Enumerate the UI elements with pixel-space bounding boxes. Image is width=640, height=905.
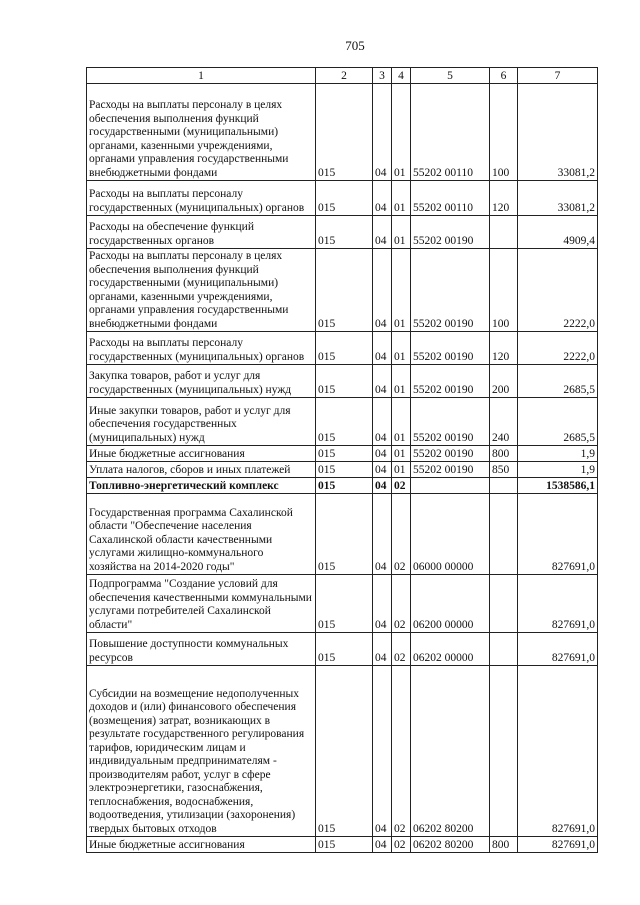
table-row	[87, 666, 598, 837]
row-name: Иные закупки товаров, работ и услуг для обеспечения государственных (муниципальных) нужд	[87, 398, 316, 446]
table-row	[87, 494, 598, 575]
row-target-code: 06200 00000	[411, 575, 490, 633]
table-row	[87, 478, 598, 494]
row-ministry-code: 015	[316, 494, 373, 575]
row-name: Иные бюджетные ассигнования	[87, 446, 316, 462]
row-subsection-code: 01	[392, 181, 411, 216]
row-name: Расходы на обеспечение функций государственных органов	[87, 216, 316, 249]
row-expense-type	[490, 575, 518, 633]
row-ministry-code: 015	[316, 181, 373, 216]
row-amount: 827691,0	[518, 633, 598, 666]
row-target-code: 55202 00190	[411, 216, 490, 249]
row-name: Повышение доступности коммунальных ресурсов	[87, 633, 316, 666]
row-subsection-code: 02	[392, 575, 411, 633]
table-row	[87, 633, 598, 666]
row-ministry-code: 015	[316, 446, 373, 462]
row-amount: 827691,0	[518, 666, 598, 837]
row-target-code: 55202 00190	[411, 446, 490, 462]
row-subsection-code: 01	[392, 216, 411, 249]
row-expense-type: 800	[490, 837, 518, 853]
row-section-code: 04	[373, 181, 392, 216]
row-subsection-code: 01	[392, 365, 411, 398]
row-section-code: 04	[373, 216, 392, 249]
row-section-code: 04	[373, 84, 392, 181]
row-name: Расходы на выплаты персоналу государственных (муниципальных) органов	[87, 181, 316, 216]
row-amount: 2685,5	[518, 398, 598, 446]
table-row	[87, 462, 598, 478]
row-ministry-code: 015	[316, 249, 373, 332]
row-name: Топливно-энергетический комплекс	[87, 478, 316, 494]
row-amount: 1,9	[518, 462, 598, 478]
row-expense-type	[490, 478, 518, 494]
header-col-6: 6	[490, 68, 518, 84]
row-subsection-code: 01	[392, 249, 411, 332]
row-target-code: 55202 00190	[411, 398, 490, 446]
row-amount: 2685,5	[518, 365, 598, 398]
row-name: Закупка товаров, работ и услуг для государственных (муниципальных) нужд	[87, 365, 316, 398]
row-ministry-code: 015	[316, 84, 373, 181]
row-amount: 33081,2	[518, 84, 598, 181]
row-expense-type: 240	[490, 398, 518, 446]
row-target-code: 55202 00190	[411, 365, 490, 398]
row-target-code: 06202 00000	[411, 633, 490, 666]
budget-table	[86, 67, 598, 853]
row-subsection-code: 02	[392, 494, 411, 575]
header-col-1: 1	[87, 68, 316, 84]
row-expense-type: 200	[490, 365, 518, 398]
row-section-code: 04	[373, 398, 392, 446]
row-ministry-code: 015	[316, 216, 373, 249]
row-subsection-code: 02	[392, 666, 411, 837]
row-amount: 1,9	[518, 446, 598, 462]
row-target-code: 06000 00000	[411, 494, 490, 575]
row-subsection-code: 02	[392, 633, 411, 666]
row-subsection-code: 02	[392, 837, 411, 853]
row-target-code	[411, 478, 490, 494]
row-subsection-code: 01	[392, 84, 411, 181]
row-subsection-code: 01	[392, 446, 411, 462]
table-row	[87, 365, 598, 398]
row-subsection-code: 02	[392, 478, 411, 494]
row-ministry-code: 015	[316, 365, 373, 398]
row-section-code: 04	[373, 332, 392, 365]
row-subsection-code: 01	[392, 398, 411, 446]
row-amount: 2222,0	[518, 249, 598, 332]
row-amount: 2222,0	[518, 332, 598, 365]
row-target-code: 55202 00190	[411, 462, 490, 478]
row-expense-type: 850	[490, 462, 518, 478]
header-col-7: 7	[518, 68, 598, 84]
row-section-code: 04	[373, 575, 392, 633]
row-name: Расходы на выплаты персоналу в целях обеспечения выполнения функций государственными (муниципальными) органами, казенными учреждениями, органами управления государственными внебюджетными фондами	[87, 84, 316, 181]
table-row	[87, 249, 598, 332]
row-section-code: 04	[373, 478, 392, 494]
row-ministry-code: 015	[316, 575, 373, 633]
row-expense-type	[490, 666, 518, 837]
row-expense-type: 100	[490, 84, 518, 181]
header-col-2: 2	[316, 68, 373, 84]
row-target-code: 55202 00190	[411, 332, 490, 365]
row-name: Уплата налогов, сборов и иных платежей	[87, 462, 316, 478]
row-section-code: 04	[373, 446, 392, 462]
header-col-5: 5	[411, 68, 490, 84]
row-section-code: 04	[373, 666, 392, 837]
row-section-code: 04	[373, 249, 392, 332]
row-expense-type	[490, 494, 518, 575]
row-name: Расходы на выплаты персоналу в целях обеспечения выполнения функций государственными (муниципальными) органами, казенными учреждениями, органами управления государственными внебюджетными фондами	[87, 249, 316, 332]
row-name: Государственная программа Сахалинской области "Обеспечение населения Сахалинской области качественными услугами жилищно-коммунального хозяйства на 2014-2020 годы"	[87, 494, 316, 575]
table-row	[87, 332, 598, 365]
row-section-code: 04	[373, 837, 392, 853]
row-expense-type	[490, 633, 518, 666]
row-name: Субсидии на возмещение недополученных доходов и (или) финансового обеспечения (возмещения) затрат, возникающих в результате государственного регулирования тарифов, юридическим лицам и индивидуальным предпринимателям - производителям работ, услуг в сфере электроэнергетики, газоснабжения, теплоснабжения, водоснабжения, водоотведения, утилизации (захоронения) твердых бытовых отходов	[87, 666, 316, 837]
row-amount: 827691,0	[518, 494, 598, 575]
row-subsection-code: 01	[392, 462, 411, 478]
table-row	[87, 837, 598, 853]
table-row	[87, 446, 598, 462]
row-target-code: 06202 80200	[411, 666, 490, 837]
row-expense-type: 120	[490, 332, 518, 365]
table-row	[87, 84, 598, 181]
row-ministry-code: 015	[316, 633, 373, 666]
row-amount: 1538586,1	[518, 478, 598, 494]
row-section-code: 04	[373, 494, 392, 575]
row-amount: 827691,0	[518, 837, 598, 853]
row-expense-type: 120	[490, 181, 518, 216]
row-expense-type	[490, 216, 518, 249]
row-target-code: 55202 00110	[411, 181, 490, 216]
row-amount: 4909,4	[518, 216, 598, 249]
row-expense-type: 100	[490, 249, 518, 332]
header-col-4: 4	[392, 68, 411, 84]
row-target-code: 55202 00190	[411, 249, 490, 332]
row-ministry-code: 015	[316, 666, 373, 837]
row-ministry-code: 015	[316, 398, 373, 446]
page-number: 705	[345, 38, 365, 53]
table-row	[87, 398, 598, 446]
header-col-3: 3	[373, 68, 392, 84]
row-section-code: 04	[373, 633, 392, 666]
table-row	[87, 216, 598, 249]
row-name: Подпрограмма "Создание условий для обеспечения качественными коммунальными услугами потребителей Сахалинской области"	[87, 575, 316, 633]
row-name: Иные бюджетные ассигнования	[87, 837, 316, 853]
table-row	[87, 181, 598, 216]
header-row	[87, 68, 598, 84]
table-row	[87, 575, 598, 633]
row-ministry-code: 015	[316, 332, 373, 365]
row-amount: 33081,2	[518, 181, 598, 216]
row-name: Расходы на выплаты персоналу государственных (муниципальных) органов	[87, 332, 316, 365]
row-ministry-code: 015	[316, 837, 373, 853]
row-subsection-code: 01	[392, 332, 411, 365]
row-expense-type: 800	[490, 446, 518, 462]
row-section-code: 04	[373, 365, 392, 398]
row-ministry-code: 015	[316, 462, 373, 478]
row-section-code: 04	[373, 462, 392, 478]
row-target-code: 55202 00110	[411, 84, 490, 181]
row-amount: 827691,0	[518, 575, 598, 633]
row-ministry-code: 015	[316, 478, 373, 494]
row-target-code: 06202 80200	[411, 837, 490, 853]
